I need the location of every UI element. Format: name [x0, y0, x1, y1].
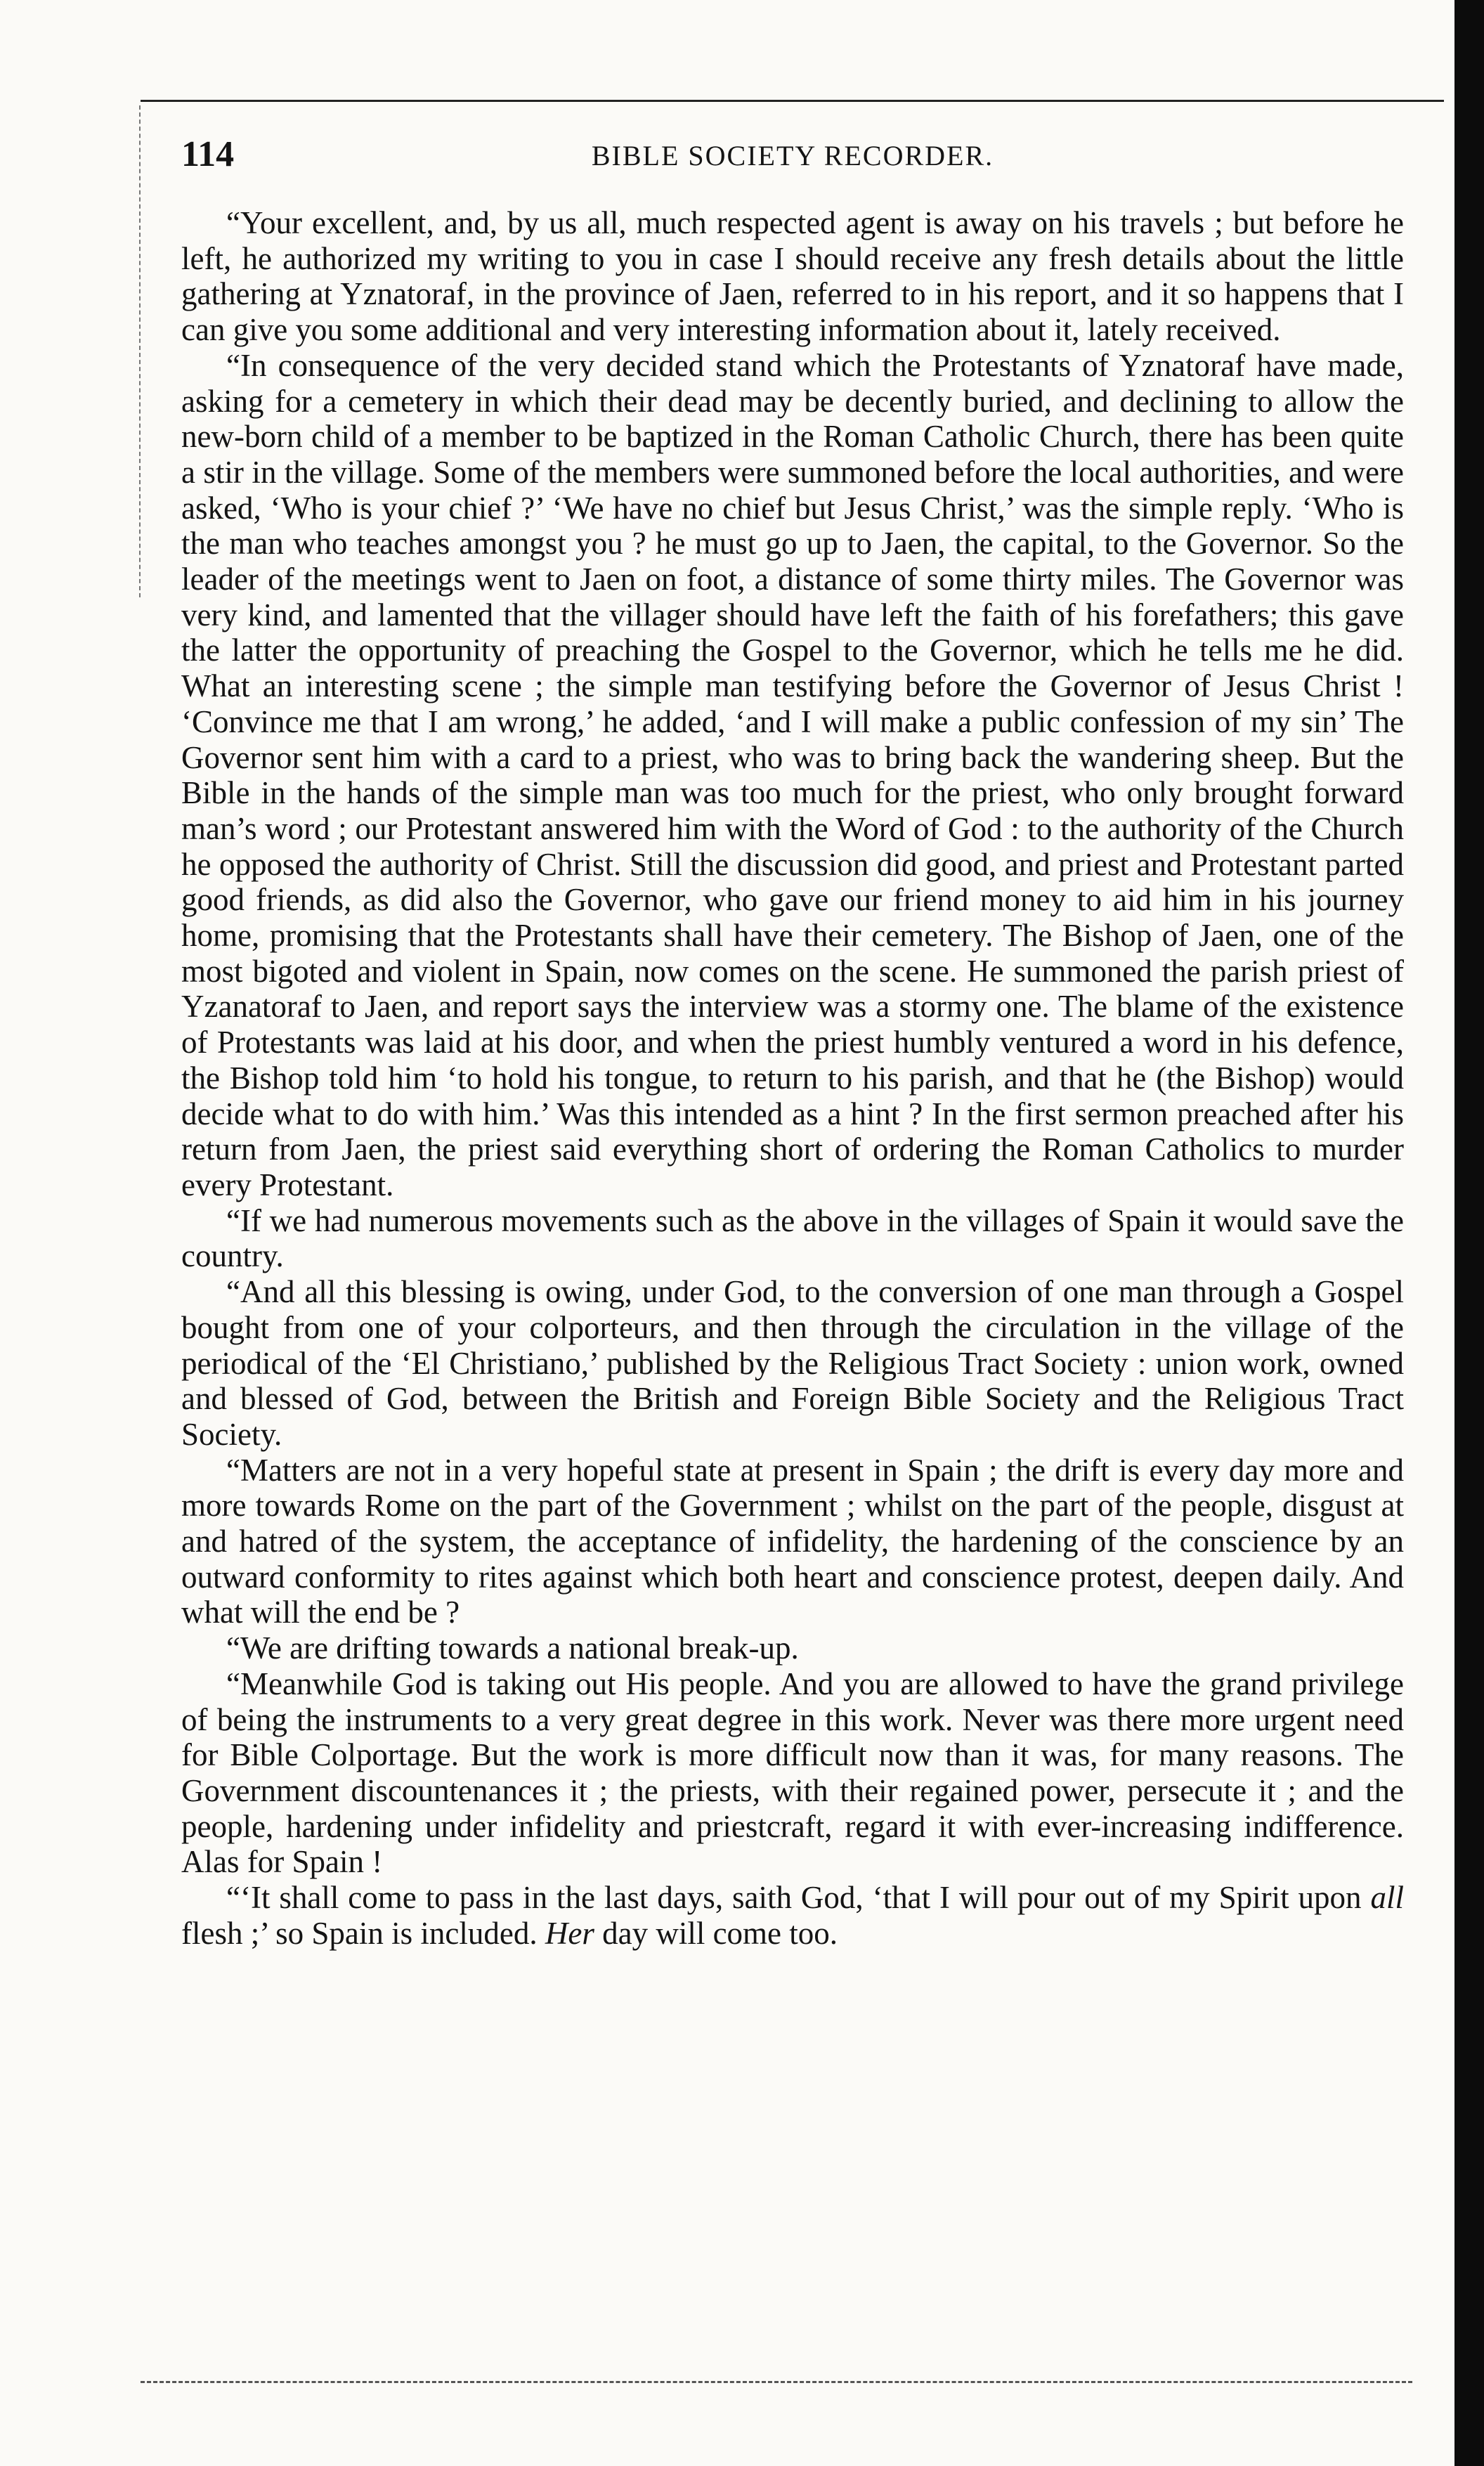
paragraph: “And all this blessing is owing, under God, to the conversion of one man through a Gospel bought from one of your colporteurs, and then through the circulation in the village of the periodical of the ‘El Christiano,’ published by the Religious Tract Society : union work, owned and blessed of God, between the British and Foreign Bible Society and the Religious Tract Society.	[181, 1274, 1404, 1452]
running-title: BIBLE SOCIETY RECORDER.	[591, 140, 994, 171]
margin-marks	[139, 105, 143, 597]
page-number: 114	[181, 134, 235, 174]
paragraph: “If we had numerous movements such as the above in the villages of Spain it would save the country.	[181, 1202, 1404, 1274]
paragraph: “Matters are not in a very hopeful state at present in Spain ; the drift is every day more and more towards Rome on the part of the Government ; whilst on the part of the people, disgust at and hatred of the system, the acceptance of infidelity, the hardening of the conscience by an outward conformity to rites against which both heart and conscience protest, deepen daily. And what will the end be ?	[181, 1452, 1404, 1630]
paragraph: “Your excellent, and, by us all, much respected agent is away on his travels ; but before he left, he authorized my writing to you in case I should receive any fresh details about the little gathering at Yznatoraf, in the province of Jaen, referred to in his report, and it so happens that I can give you some additional and very interesting information about it, lately received.	[181, 205, 1404, 348]
paragraph: “We are drifting towards a national break-up.	[226, 1630, 799, 1666]
paragraph: “In consequence of the very decided stand which the Protestants of Yznatoraf have made, asking for a cemetery in which their dead may be decently buried, and declining to allow the new-born child of a member to be baptized in the Roman Catholic Church, there has been quite a stir in the village. Some of the members were summoned before the local authorities, and were asked, ‘Who is your chief ?’ ‘We have no chief but Jesus Christ,’ was the simple reply. ‘Who is the man who teaches amongst you ? he must go up to Jaen, the capital, to the Governor. So the leader of the meetings went to Jaen on foot, a distance of some thirty miles. The Governor was very kind, and lamented that the villager should have left the faith of his forefathers; this gave the latter the opportunity of preaching the Gospel to the Governor, which he tells me he did. What an interesting scene ; the simple man testifying before the Governor of Jesus Christ ! ‘Convince me that I am wrong,’ he added, ‘and I will make a public confession of my sin’ The Governor sent him with a card to a priest, who was to bring back the wandering sheep. But the Bible in the hands of the simple man was too much for the priest, who only brought forward man’s word ; our Protestant answered him with the Word of God : to the authority of the Church he opposed the authority of Christ. Still the discussion did good, and priest and Protestant parted good friends, as did also the Governor, who gave our friend money to aid him in his journey home, promising that the Protestants shall have their cemetery. The Bishop of Jaen, one of the most bigoted and violent in Spain, now comes on the scene. He summoned the parish priest of Yzanatoraf to Jaen, and report says the interview was a stormy one. The blame of the existence of Protestants was laid at his door, and when the priest humbly ventured a word in his defence, the Bishop told him ‘to hold his tongue, to return to his parish, and that he (the Bishop) would decide what to do with him.’ Was this intended as a hint ? In the first sermon preached after his return from Jaen, the priest said everything short of ordering the Roman Catholics to murder every Protestant.	[181, 347, 1404, 1202]
paragraph-last	[181, 1880, 1404, 1951]
article-body	[181, 205, 1404, 1951]
italic-her: Her	[545, 1915, 594, 1951]
text-run: day will come too.	[594, 1915, 838, 1951]
paragraph: “Meanwhile God is taking out His people. And you are allowed to have the grand privilege of being the instruments to a very great degree in this work. Never was there more urgent need for Bible Colportage. But the work is more difficult now than it was, for many reasons. The Government discountenances it ; the priests, with their regained power, persecute it ; and the people, hardening under infidelity and priestcraft, regard it with ever-increasing indifference. Alas for Spain !	[181, 1666, 1404, 1880]
top-rule	[141, 100, 1444, 102]
page-header	[181, 134, 1404, 183]
italic-all: all	[1370, 1880, 1404, 1916]
text-run: “‘It shall come to pass in the last days, saith God, ‘that I will pour out of my Spirit upon	[226, 1880, 1371, 1916]
bottom-rule	[141, 2381, 1412, 2383]
text-run: flesh ;’ so Spain is included.	[181, 1915, 545, 1951]
scan-edge-shadow	[1454, 0, 1484, 2466]
